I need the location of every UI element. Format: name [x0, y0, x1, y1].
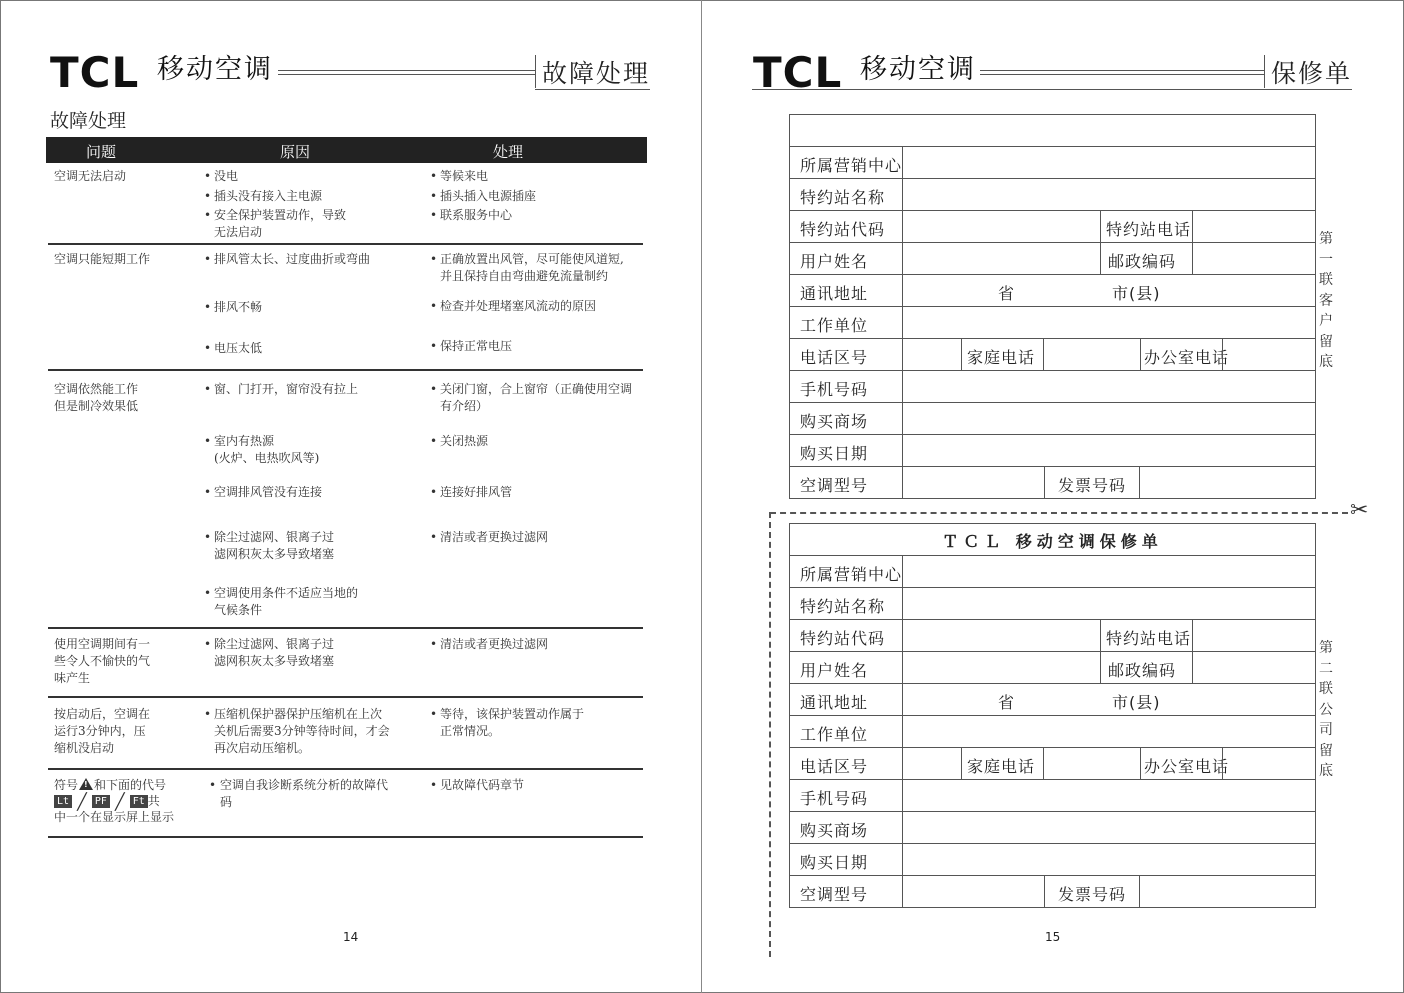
- label-postal-code: 邮政编码: [1108, 661, 1177, 680]
- cause-item: 排风不畅: [214, 300, 263, 314]
- bullet: •: [204, 300, 212, 314]
- header-rule: [980, 74, 1264, 75]
- bullet: •: [430, 299, 438, 313]
- bullet: •: [204, 707, 212, 721]
- label-store: 购买商场: [800, 821, 869, 840]
- form-row: [790, 467, 1315, 499]
- row-divider: [48, 243, 643, 245]
- bullet: •: [430, 530, 438, 544]
- label-char: 第: [1319, 231, 1333, 247]
- form-row: [790, 307, 1315, 339]
- cell-border: [1100, 211, 1101, 242]
- bullet: •: [204, 189, 212, 203]
- label-station-name: 特约站名称: [800, 188, 886, 207]
- label-mobile: 手机号码: [800, 789, 869, 808]
- error-code-pf: PF: [92, 795, 110, 808]
- row-divider: [48, 768, 643, 770]
- bullet: •: [204, 485, 212, 499]
- cause-item: 安全保护装置动作，导致 无法启动: [214, 208, 347, 239]
- warning-icon: !: [79, 778, 93, 790]
- header-problem: 问题: [85, 143, 117, 161]
- label-station-phone: 特约站电话: [1106, 629, 1192, 648]
- form-row: [790, 684, 1315, 716]
- header-rule: [278, 74, 535, 75]
- cell-border: [1192, 652, 1193, 683]
- bullet: •: [430, 169, 438, 183]
- cell-border: [902, 275, 903, 306]
- label-char: 第: [1319, 640, 1333, 656]
- label-province: 省: [998, 693, 1016, 712]
- solution-item: 保持正常电压: [440, 339, 513, 353]
- cell-border: [1100, 652, 1101, 683]
- section-title: 故障处理: [542, 59, 651, 88]
- form-row: [790, 275, 1315, 307]
- label-home-phone: 家庭电话: [967, 348, 1036, 367]
- row-divider: [48, 696, 643, 698]
- problem-prefix: 符号: [54, 778, 79, 792]
- solution-item: 检查并处理堵塞风流动的原因: [440, 299, 597, 313]
- cause-item: 空调排风管没有连接: [214, 485, 323, 499]
- cell-border: [902, 403, 903, 434]
- codes-tail: 共: [147, 794, 160, 808]
- label-invoice: 发票号码: [1058, 476, 1127, 495]
- solution-item: 等候来电: [440, 169, 489, 183]
- bullet: •: [430, 434, 438, 448]
- solution-item: 连接好排风管: [440, 485, 513, 499]
- cell-border: [902, 371, 903, 402]
- label-char: 公: [1319, 701, 1333, 718]
- label-char: 户: [1319, 313, 1333, 329]
- cut-line: [770, 512, 1348, 514]
- form-title-row: [790, 115, 1315, 147]
- solution-item: 见故障代码章节: [440, 778, 525, 792]
- label-char: 司: [1319, 722, 1333, 738]
- cell-border: [1192, 620, 1193, 651]
- product-name: 移动空调: [157, 54, 273, 85]
- tcl-logo: TCL: [50, 48, 140, 97]
- solution-item: 清洁或者更换过滤网: [440, 637, 549, 651]
- header-underline: [535, 89, 650, 90]
- section-title: 保修单: [1271, 59, 1353, 88]
- form-row: [790, 780, 1315, 812]
- label-user-name: 用户姓名: [800, 252, 869, 271]
- warranty-form-company-copy: [789, 523, 1316, 908]
- label-city: 市(县): [1112, 693, 1161, 712]
- solution-item: 清洁或者更换过滤网: [440, 530, 549, 544]
- form-row: [790, 812, 1315, 844]
- label-char: 客: [1319, 292, 1333, 309]
- cell-border: [1043, 748, 1044, 779]
- solution-item: 正确放置出风管，尽可能使风道短, 并且保持自由弯曲避免流量制约: [440, 252, 624, 283]
- label-sales-center: 所属营销中心: [800, 565, 903, 584]
- header-rule: [278, 70, 535, 71]
- cell-border: [902, 652, 903, 683]
- cell-border: [902, 716, 903, 747]
- row-divider: [48, 836, 643, 838]
- cell-border: [902, 780, 903, 811]
- cell-border: [1140, 748, 1141, 779]
- form-row: [790, 716, 1315, 748]
- header-solution: 处理: [492, 143, 524, 161]
- cell-border: [902, 748, 903, 779]
- bullet: •: [430, 252, 438, 266]
- error-code-lt: Lt: [54, 795, 72, 808]
- form-row: [790, 620, 1315, 652]
- cause-item: 压缩机保护器保护压缩机在上次 关机后需要3分钟等待时间，才会 再次启动压缩机。: [214, 707, 390, 755]
- bullet: •: [204, 252, 212, 266]
- cell-border: [902, 147, 903, 178]
- form-row: [790, 403, 1315, 435]
- solution-item: 关闭门窗，合上窗帘（正确使用空调 有介绍）: [440, 382, 633, 413]
- cell-border: [1192, 211, 1193, 242]
- cell-border: [1222, 748, 1223, 779]
- label-char: 联: [1319, 272, 1333, 288]
- bullet: •: [430, 382, 438, 396]
- problem-last-line: 中一个在显示屏上显示: [54, 810, 175, 824]
- bullet: •: [430, 637, 438, 651]
- cause-item: 空调使用条件不适应当地的 气候条件: [214, 586, 359, 617]
- header-underline: [752, 89, 1352, 90]
- cell-border: [961, 748, 962, 779]
- header-divider: [535, 55, 536, 88]
- cell-border: [1192, 243, 1193, 274]
- form-row: [790, 556, 1315, 588]
- label-char: 联: [1319, 681, 1333, 697]
- label-office-phone: 办公室电话: [1144, 348, 1230, 367]
- label-address: 通讯地址: [800, 284, 869, 303]
- form-row: [790, 652, 1315, 684]
- customer-copy-label: [1319, 229, 1335, 373]
- form-row: [790, 147, 1315, 179]
- label-home-phone: 家庭电话: [967, 757, 1036, 776]
- label-employer: 工作单位: [800, 316, 869, 335]
- label-mobile: 手机号码: [800, 380, 869, 399]
- label-postal-code: 邮政编码: [1108, 252, 1177, 271]
- cell-border: [902, 684, 903, 715]
- label-sales-center: 所属营销中心: [800, 156, 903, 175]
- cell-border: [1044, 876, 1045, 907]
- tcl-logo: TCL: [753, 48, 843, 97]
- cell-border: [902, 211, 903, 242]
- cause-item: 电压太低: [214, 341, 263, 355]
- bullet: •: [204, 382, 212, 396]
- header-cause: 原因: [279, 143, 311, 161]
- solution-item: 关闭热源: [440, 434, 489, 448]
- bullet: •: [430, 707, 438, 721]
- bullet: •: [204, 208, 212, 222]
- slash: ╱: [109, 792, 130, 811]
- cell-border: [1139, 876, 1140, 907]
- bullet: •: [430, 339, 438, 353]
- scissors-icon: ✂: [1350, 498, 1369, 523]
- label-char: 底: [1319, 763, 1333, 779]
- form-row: [790, 371, 1315, 403]
- error-code-ft: Ft: [130, 795, 148, 808]
- label-area-code: 电话区号: [800, 348, 869, 367]
- label-station-phone: 特约站电话: [1106, 220, 1192, 239]
- label-model: 空调型号: [800, 885, 869, 904]
- cause-item: 除尘过滤网、银离子过 滤网积灰太多导致堵塞: [214, 530, 335, 561]
- bullet: •: [430, 208, 438, 222]
- problem-cell: 空调只能短期工作: [54, 252, 151, 266]
- cell-border: [902, 876, 903, 907]
- cell-border: [1100, 620, 1101, 651]
- bullet: •: [204, 637, 212, 651]
- bullet: •: [430, 485, 438, 499]
- cell-border: [1043, 339, 1044, 370]
- cell-border: [1100, 243, 1101, 274]
- cause-item: 没电: [214, 169, 239, 183]
- cell-border: [902, 435, 903, 466]
- row-divider: [48, 369, 643, 371]
- warranty-form-customer-copy: [789, 114, 1316, 499]
- page-number: 14: [343, 930, 359, 944]
- cell-border: [902, 620, 903, 651]
- cell-border: [902, 307, 903, 338]
- problem-cell: 空调无法启动: [54, 169, 127, 183]
- company-copy-label: [1319, 638, 1335, 782]
- form-row: [790, 179, 1315, 211]
- cell-border: [902, 339, 903, 370]
- label-station-code: 特约站代码: [800, 629, 886, 648]
- cause-item: 空调自我诊断系统分析的故障代 码: [220, 778, 389, 809]
- page-number: 15: [1045, 930, 1061, 944]
- solution-item: 联系服务中心: [440, 208, 513, 222]
- bullet: •: [430, 778, 438, 792]
- form-row: [790, 748, 1315, 780]
- label-invoice: 发票号码: [1058, 885, 1127, 904]
- cell-border: [902, 467, 903, 498]
- problem-suffix: 和下面的代号: [94, 778, 167, 792]
- row-divider: [48, 627, 643, 629]
- bullet: •: [204, 169, 212, 183]
- cell-border: [961, 339, 962, 370]
- label-purchase-date: 购买日期: [800, 853, 869, 872]
- label-char: 一: [1319, 251, 1333, 268]
- label-char: 二: [1319, 660, 1333, 677]
- label-province: 省: [998, 284, 1016, 303]
- cause-item: 排风管太长、过度曲折或弯曲: [214, 252, 371, 266]
- form-title-row: [790, 524, 1315, 556]
- bullet: •: [204, 434, 212, 448]
- label-store: 购买商场: [800, 412, 869, 431]
- cause-item: 窗、门打开，窗帘没有拉上: [214, 382, 359, 396]
- label-user-name: 用户姓名: [800, 661, 869, 680]
- bullet: •: [209, 778, 217, 792]
- product-name: 移动空调: [860, 54, 976, 85]
- table-header: [46, 137, 647, 163]
- label-model: 空调型号: [800, 476, 869, 495]
- label-address: 通讯地址: [800, 693, 869, 712]
- solution-item: 等待，该保护装置动作属于 正常情况。: [440, 707, 585, 738]
- form-row: [790, 243, 1315, 275]
- form-title: ＴＣＬ 移动空调保修单: [942, 532, 1163, 551]
- cell-border: [902, 556, 903, 587]
- cause-item: 除尘过滤网、银离子过 滤网积灰太多导致堵塞: [214, 637, 335, 668]
- problem-cell: 使用空调期间有一 些令人不愉快的气 味产生: [54, 637, 151, 685]
- label-city: 市(县): [1112, 284, 1161, 303]
- form-row: [790, 339, 1315, 371]
- cell-border: [902, 588, 903, 619]
- form-row: [790, 211, 1315, 243]
- cell-border: [902, 844, 903, 875]
- error-codes: [54, 793, 160, 810]
- label-purchase-date: 购买日期: [800, 444, 869, 463]
- label-station-code: 特约站代码: [800, 220, 886, 239]
- cell-border: [902, 179, 903, 210]
- problem-cell: 按启动后，空调在 运行3分钟内，压 缩机没启动: [54, 707, 151, 755]
- cell-border: [1140, 339, 1141, 370]
- form-row: [790, 588, 1315, 620]
- bullet: •: [204, 530, 212, 544]
- cell-border: [902, 243, 903, 274]
- cell-border: [1222, 339, 1223, 370]
- cell-border: [902, 812, 903, 843]
- page-fold: [701, 0, 702, 993]
- cut-line-vertical: [769, 512, 771, 957]
- cell-border: [1044, 467, 1045, 498]
- label-char: 留: [1319, 333, 1333, 350]
- label-char: 底: [1319, 354, 1333, 370]
- bullet: •: [204, 586, 212, 600]
- cause-item: 室内有热源 (火炉、电热吹风等): [214, 434, 320, 465]
- label-employer: 工作单位: [800, 725, 869, 744]
- page-subtitle: 故障处理: [50, 110, 127, 132]
- label-station-name: 特约站名称: [800, 597, 886, 616]
- form-row: [790, 876, 1315, 908]
- form-row: [790, 435, 1315, 467]
- label-char: 留: [1319, 742, 1333, 759]
- solution-item: 插头插入电源插座: [440, 189, 537, 203]
- form-row: [790, 844, 1315, 876]
- label-office-phone: 办公室电话: [1144, 757, 1230, 776]
- bullet: •: [430, 189, 438, 203]
- label-area-code: 电话区号: [800, 757, 869, 776]
- slash: ╱: [72, 792, 92, 811]
- header-divider: [1264, 55, 1265, 88]
- problem-cell: 空调依然能工作 但是制冷效果低: [54, 382, 139, 413]
- bullet: •: [204, 341, 212, 355]
- cause-item: 插头没有接入主电源: [214, 189, 323, 203]
- cell-border: [1139, 467, 1140, 498]
- header-rule: [980, 70, 1264, 71]
